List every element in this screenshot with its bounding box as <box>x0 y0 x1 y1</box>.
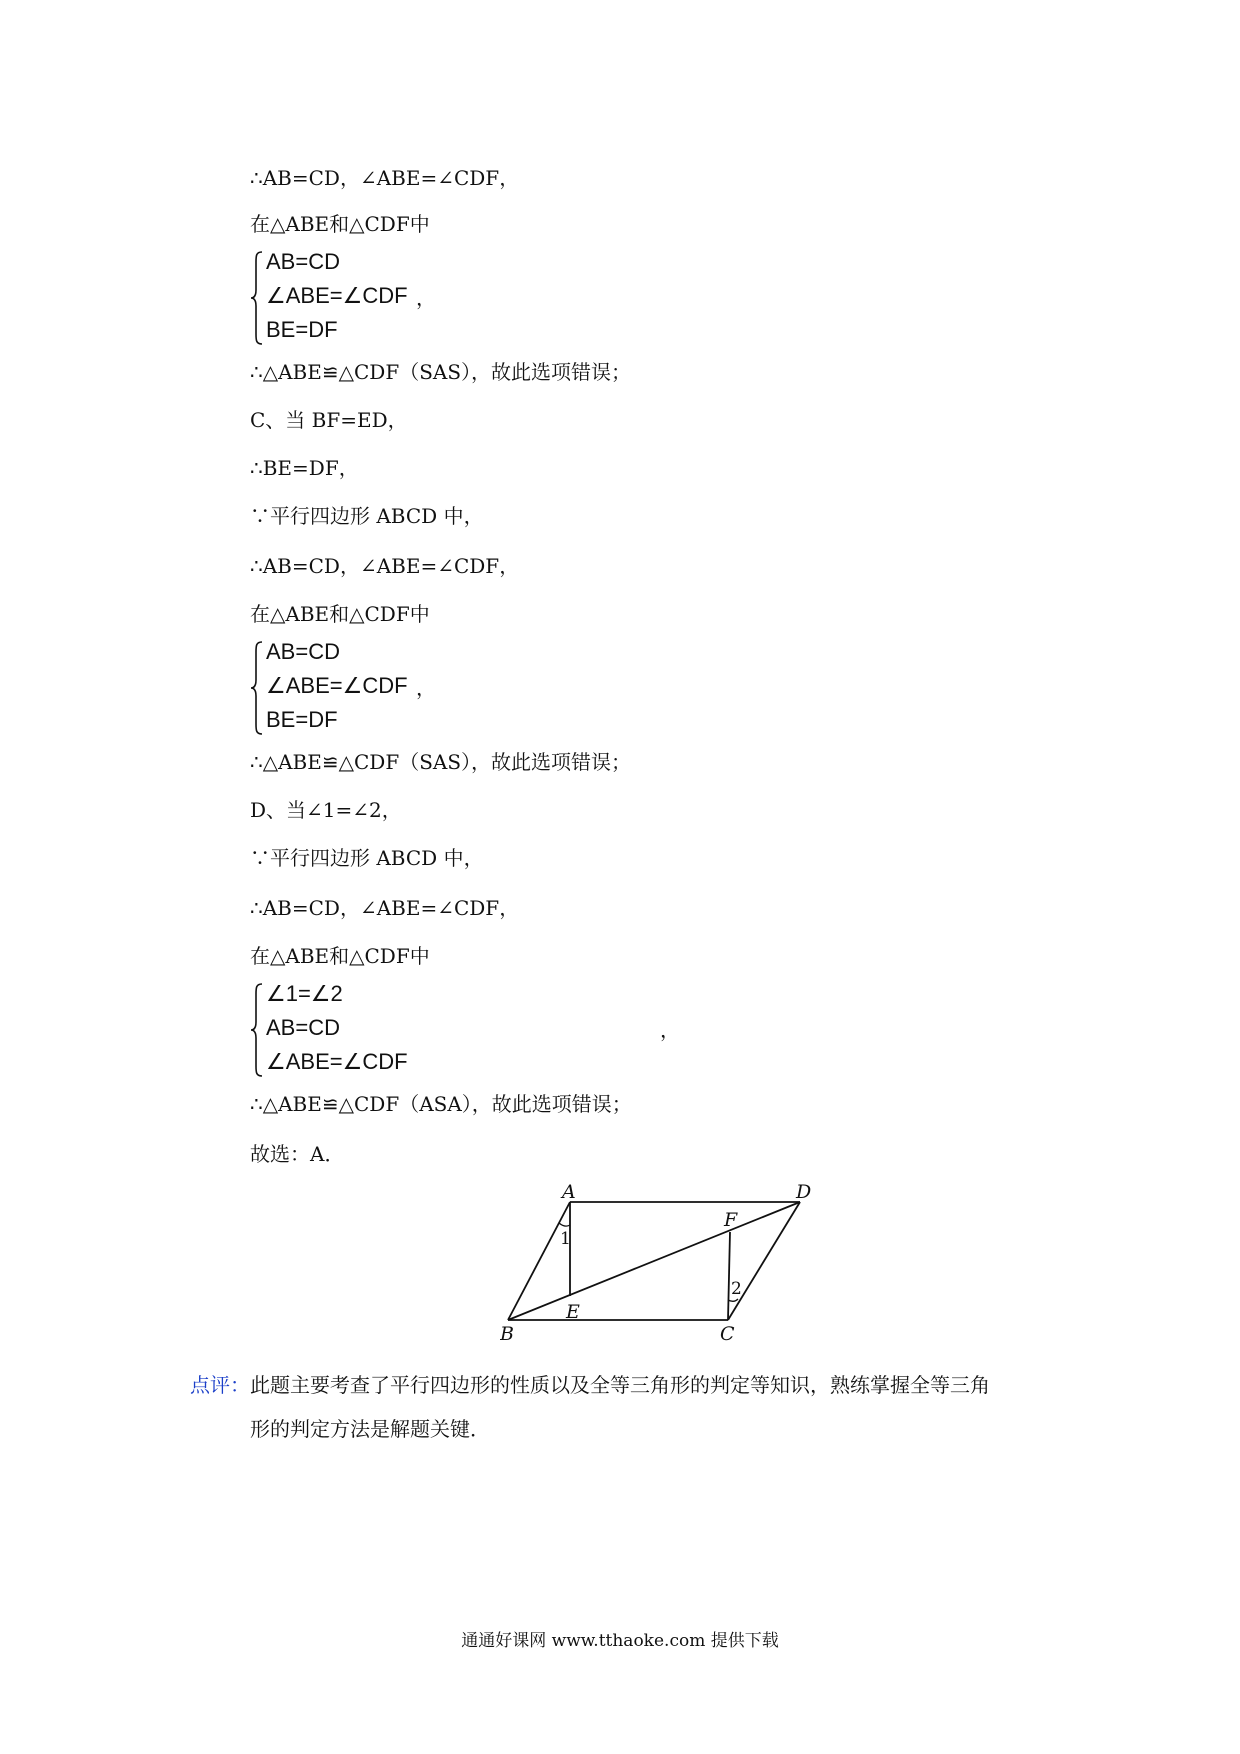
angle-2-arc <box>728 1299 738 1301</box>
proof-line: ∴△ABE≌△CDF（SAS），故此选项错误； <box>250 750 632 774</box>
proof-line: ∵平行四边形 ABCD 中， <box>250 846 484 870</box>
system-row: ∠1=∠2 <box>266 981 343 1006</box>
system-row: BE=DF <box>266 317 338 342</box>
remark-label: 点评： <box>190 1373 250 1397</box>
page-footer: 通通好课网 www.tthaoke.com 提供下载 <box>461 1631 779 1651</box>
point-e-label: E <box>566 1301 580 1323</box>
proof-line: ∴AB=CD，∠ABE=∠CDF， <box>250 554 520 578</box>
system-row: ∠ABE=∠CDF <box>266 283 408 308</box>
system-row: AB=CD <box>266 249 340 274</box>
point-c-label: C <box>720 1323 735 1342</box>
system-row: BE=DF <box>266 707 338 732</box>
answer-line: 故选：A． <box>250 1142 345 1166</box>
system-row: ∠ABE=∠CDF <box>266 673 408 698</box>
proof-line: D、当∠1=∠2， <box>250 798 402 822</box>
point-f-label: F <box>724 1209 738 1231</box>
point-a-label: A <box>562 1182 576 1203</box>
remark-continuation: 形的判定方法是解题关键． <box>250 1417 490 1441</box>
proof-line: C、当 BF=ED， <box>250 408 408 432</box>
system-comma: ， <box>660 1018 680 1042</box>
point-d-label: D <box>796 1182 812 1203</box>
proof-line: 在△ABE和△CDF中 <box>250 944 430 968</box>
system-row: AB=CD <box>266 639 340 664</box>
proof-line: 在△ABE和△CDF中 <box>250 602 430 626</box>
segment-cf <box>728 1232 730 1320</box>
angle-1-label: 1 <box>560 1229 571 1249</box>
proof-line: ∴AB=CD，∠ABE=∠CDF， <box>250 896 520 920</box>
system-row: AB=CD <box>266 1015 340 1040</box>
remark-text: 此题主要考查了平行四边形的性质以及全等三角形的判定等知识，熟练掌握全等三角 <box>250 1373 990 1397</box>
equation-system <box>250 982 690 1078</box>
angle-2-label: 2 <box>731 1279 742 1299</box>
left-brace-icon <box>250 640 264 736</box>
left-brace-icon <box>250 982 264 1078</box>
proof-line: ∴BE=DF， <box>250 456 359 480</box>
proof-line: ∴AB=CD，∠ABE=∠CDF， <box>250 166 520 190</box>
angle-1-arc <box>559 1223 570 1226</box>
equation-system <box>250 250 510 346</box>
side-cd <box>728 1202 800 1320</box>
point-b-label: B <box>500 1323 514 1342</box>
equation-system <box>250 640 510 736</box>
proof-line: ∴△ABE≌△CDF（SAS），故此选项错误； <box>250 360 632 384</box>
diagonal-bd <box>508 1202 800 1320</box>
system-comma: ， <box>416 286 436 310</box>
proof-line: 在△ABE和△CDF中 <box>250 212 430 236</box>
remark <box>190 1356 1070 1414</box>
system-comma: ， <box>416 676 436 700</box>
proof-line: ∵平行四边形 ABCD 中， <box>250 504 484 528</box>
side-ab <box>508 1202 570 1320</box>
proof-line: ∴△ABE≌△CDF（ASA），故此选项错误； <box>250 1092 632 1116</box>
system-row: ∠ABE=∠CDF <box>266 1049 408 1074</box>
left-brace-icon <box>250 250 264 346</box>
parallelogram-figure <box>500 1182 830 1342</box>
